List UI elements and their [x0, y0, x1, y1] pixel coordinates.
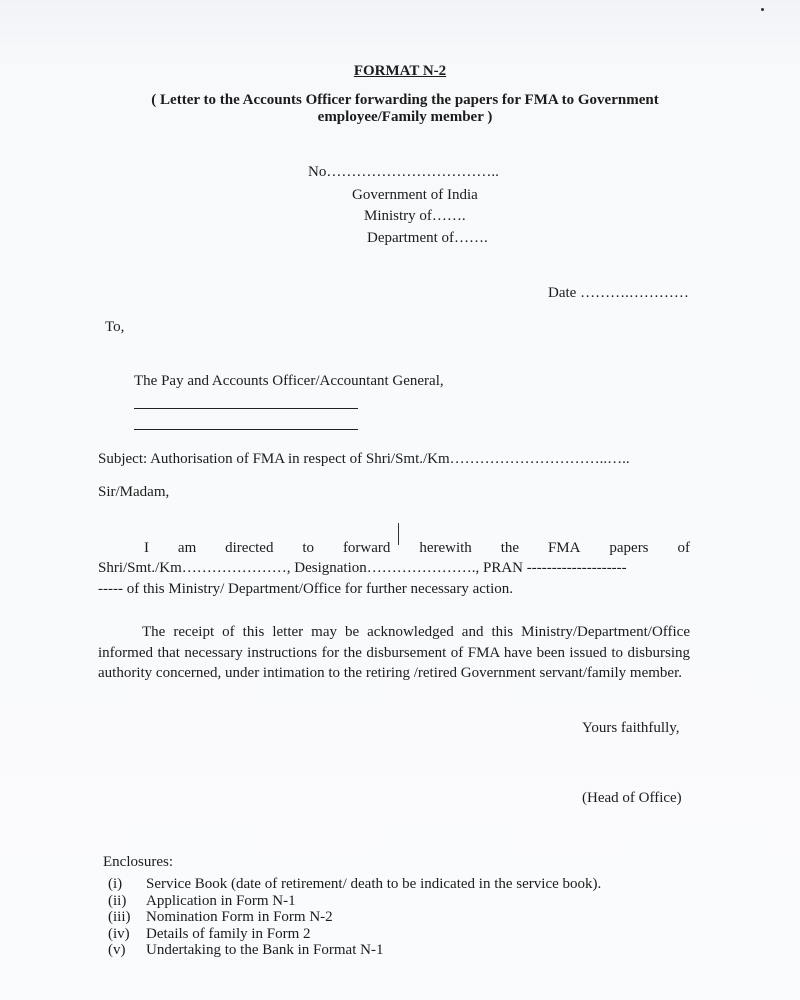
issuer-government: Government of India	[352, 187, 478, 203]
para2-text: The receipt of this letter may be acknowledged and this Ministry/Department/Office informed that necessary instructions for the disbursement of FMA have been issued to disbursing authority concerned, under intimation to the retiring /retired Government servant/family member.	[98, 624, 690, 681]
para1-word: of	[677, 540, 690, 556]
para1-word: am	[177, 540, 197, 556]
enclosure-number: (i)	[108, 876, 123, 892]
para1-word: to	[302, 540, 315, 556]
enclosures-heading: Enclosures:	[103, 854, 173, 870]
para1-line3: ----- of this Ministry/ Department/Office for further necessary action.	[98, 581, 513, 597]
recipient-designation: The Pay and Accounts Officer/Accountant General,	[134, 373, 444, 389]
enclosure-item	[108, 909, 601, 926]
format-title: FORMAT N-2	[353, 63, 447, 79]
issuer-ministry: Ministry of…….	[364, 208, 466, 224]
signatory-head-of-office: (Head of Office)	[582, 790, 682, 806]
enclosure-text: Undertaking to the Bank in Format N-1	[146, 942, 384, 958]
enclosure-number: (v)	[108, 942, 126, 958]
format-subtitle: ( Letter to the Accounts Officer forwarding the papers for FMA to Government employee/Family member )	[151, 92, 659, 125]
to-label: To,	[105, 319, 125, 335]
closing-yours-faithfully: Yours faithfully,	[582, 720, 680, 736]
para1-word: forward	[342, 540, 391, 556]
para1-line2: Shri/Smt./Km…………………, Designation…………………., PRAN --------------------	[98, 560, 627, 576]
para1-line1	[98, 539, 690, 557]
subject-line: Subject: Authorisation of FMA in respect of Shri/Smt./Km…………………………..…..	[98, 451, 630, 467]
address-blank-line-2	[134, 429, 358, 430]
enclosure-text: Application in Form N-1	[146, 892, 296, 909]
enclosure-number: (iii)	[108, 909, 131, 925]
para1-word: directed	[225, 540, 274, 556]
para1-word: the	[500, 540, 520, 556]
enclosure-item	[108, 926, 601, 943]
enclosure-text: Details of family in Form 2	[146, 925, 311, 942]
address-blank-line-1	[134, 408, 358, 409]
enclosure-number: (iv)	[108, 925, 130, 942]
enclosure-text: Service Book (date of retirement/ death to be indicated in the service book).	[146, 876, 602, 892]
para2	[98, 622, 690, 684]
para1-word: FMA	[547, 540, 581, 556]
para1-word: I	[144, 540, 149, 556]
enclosures-list	[108, 876, 601, 959]
issuer-department: Department of…….	[367, 230, 488, 246]
scan-speck	[761, 8, 764, 11]
salutation: Sir/Madam,	[98, 484, 170, 500]
enclosure-item	[108, 893, 601, 910]
date-line: Date ……….…………	[548, 285, 689, 301]
enclosure-item	[108, 876, 601, 893]
enclosure-item	[108, 942, 601, 959]
para1-word: papers	[609, 540, 649, 556]
enclosure-number: (ii)	[108, 892, 127, 909]
enclosure-text: Nomination Form in Form N-2	[146, 909, 333, 925]
para1-word: herewith	[419, 540, 472, 556]
letter-number: No……………………………..	[308, 164, 499, 180]
